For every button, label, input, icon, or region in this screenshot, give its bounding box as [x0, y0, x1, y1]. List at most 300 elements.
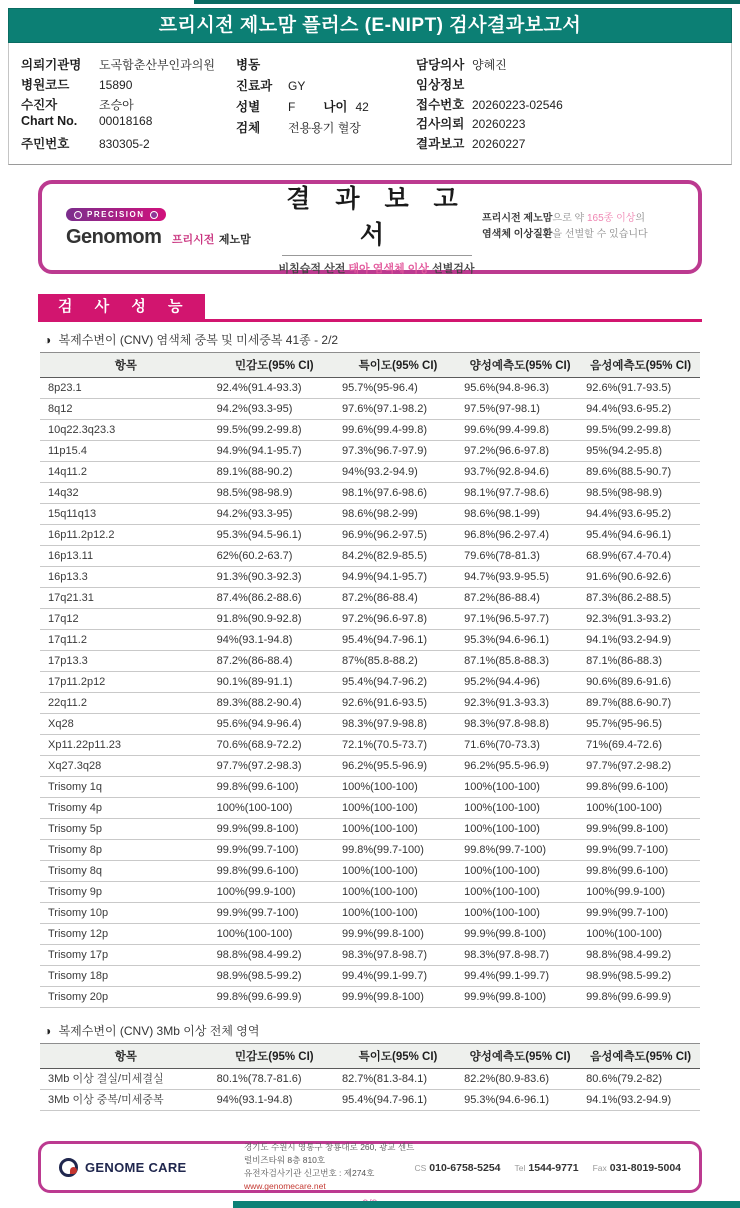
table-cell: 99.6%(99.4-99.8) — [337, 420, 459, 441]
patient-info-col2 — [236, 55, 416, 154]
table-row — [40, 735, 700, 756]
field-request-date — [416, 114, 731, 133]
table-cell: 99.9%(99.8-100) — [581, 819, 700, 840]
field-label: 검사의뢰 — [416, 117, 465, 132]
table-cell: 94.1%(93.2-94.9) — [581, 630, 700, 651]
table-cell: 87.2%(86-88.4) — [337, 588, 459, 609]
table-row — [40, 819, 700, 840]
field-value: 20260227 — [472, 137, 526, 152]
table-cell: 99.6%(99.4-99.8) — [459, 420, 581, 441]
table-cell: 90.1%(89-91.1) — [212, 672, 337, 693]
genomom-logo — [42, 206, 271, 249]
field-label: 수진자 — [21, 97, 58, 112]
table-cell: 95.6%(94.9-96.4) — [212, 714, 337, 735]
table-cell: 94%(93.2-94.9) — [337, 462, 459, 483]
table-cell: 96.2%(95.5-96.9) — [337, 756, 459, 777]
table-cell: 100%(100-100) — [459, 798, 581, 819]
brand-kr-dark: 제노맘 — [218, 233, 251, 246]
table-cell: Trisomy 10p — [40, 903, 212, 924]
brand-line — [66, 226, 271, 249]
table-cell: 16p13.11 — [40, 546, 212, 567]
table-cell: 94.4%(93.6-95.2) — [581, 399, 700, 420]
address-line2: 유전자검사기관 신고번호 : 제274호 — [244, 1168, 375, 1178]
table-cell: 99.5%(99.2-99.8) — [212, 420, 337, 441]
tel-number: 1544-9771 — [528, 1162, 579, 1174]
top-edge-strip — [194, 0, 740, 4]
table-cell: 8q12 — [40, 399, 212, 420]
fax-number: 031-8019-5004 — [609, 1162, 681, 1174]
table-cell: 91.6%(90.6-92.6) — [581, 567, 700, 588]
table-cell: 14q32 — [40, 483, 212, 504]
table-cell: 82.2%(80.9-83.6) — [459, 1069, 581, 1090]
table-cell: 99.9%(99.8-100) — [337, 924, 459, 945]
table-cell: 94.9%(94.1-95.7) — [212, 441, 337, 462]
table-cell: 16p13.3 — [40, 567, 212, 588]
table-cell: 87.1%(86-88.3) — [581, 651, 700, 672]
table-cell: 100%(100-100) — [212, 924, 337, 945]
table-cell: 97.5%(97-98.1) — [459, 399, 581, 420]
table-cell: Trisomy 9p — [40, 882, 212, 903]
table-row — [40, 756, 700, 777]
field-label: 병원코드 — [21, 77, 70, 92]
table-row — [40, 798, 700, 819]
cnv-3mb-table — [40, 1043, 700, 1111]
table-cell: 98.3%(97.8-98.7) — [459, 945, 581, 966]
table-cell: 97.7%(97.2-98.3) — [212, 756, 337, 777]
table-cell: 98.9%(98.5-99.2) — [581, 966, 700, 987]
badge-dot-icon — [150, 211, 158, 219]
table-row — [40, 462, 700, 483]
table-cell: 89.7%(88.6-90.7) — [581, 693, 700, 714]
report-note — [482, 211, 698, 244]
patient-info-col1 — [21, 55, 236, 154]
table-cell: 97.7%(97.2-98.2) — [581, 756, 700, 777]
table-cell: 92.6%(91.6-93.5) — [337, 693, 459, 714]
table-row — [40, 1069, 700, 1090]
table-cell: 16p11.2p12.2 — [40, 525, 212, 546]
table-row — [40, 525, 700, 546]
table-cell: 98.3%(97.8-98.7) — [337, 945, 459, 966]
report-subtitle — [271, 260, 482, 276]
table-row — [40, 420, 700, 441]
half-circle-icon: ◑ — [44, 333, 52, 347]
table-cell: 98.3%(97.9-98.8) — [337, 714, 459, 735]
precision-badge — [66, 208, 166, 221]
table-cell: 82.7%(81.3-84.1) — [337, 1069, 459, 1090]
table-cell: 87.2%(86-88.4) — [212, 651, 337, 672]
table-row — [40, 903, 700, 924]
table-cell: 22q11.2 — [40, 693, 212, 714]
table-cell: 92.4%(91.4-93.3) — [212, 378, 337, 399]
table-cell: 17q21.31 — [40, 588, 212, 609]
note-pink: 165종 이상 — [586, 212, 636, 224]
table-cell: 70.6%(68.9-72.2) — [212, 735, 337, 756]
table-row — [40, 588, 700, 609]
section-header — [38, 294, 702, 322]
page-title: 프리시전 제노맘 플러스 (E-NIPT) 검사결과보고서 — [8, 8, 732, 43]
caption-text: 복제수변이 (CNV) 3Mb 이상 전체 영역 — [58, 1024, 260, 1038]
table-cell: 98.3%(97.8-98.8) — [459, 714, 581, 735]
table-cell: 87.4%(86.2-88.6) — [212, 588, 337, 609]
table-cell: 98.6%(98.1-99) — [459, 504, 581, 525]
field-value: 42 — [355, 100, 369, 114]
col-header-ppv: 양성예측도(95% CI) — [459, 1044, 581, 1069]
table-cell: 87.2%(86-88.4) — [459, 588, 581, 609]
table-cell: 99.9%(99.7-100) — [212, 903, 337, 924]
table-cell: Trisomy 8q — [40, 861, 212, 882]
footer-address — [244, 1141, 414, 1194]
table-cell: 100%(99.9-100) — [581, 882, 700, 903]
table-row — [40, 672, 700, 693]
note-text1: 으로 약 — [552, 212, 587, 224]
field-doctor — [416, 55, 731, 74]
table-cell: 100%(100-100) — [337, 819, 459, 840]
col-header-sensitivity: 민감도(95% CI) — [212, 1044, 337, 1069]
table-cell: Trisomy 20p — [40, 987, 212, 1008]
table-cell: Xq28 — [40, 714, 212, 735]
table-cell: 97.1%(96.5-97.7) — [459, 609, 581, 630]
table-cell: 97.3%(96.7-97.9) — [337, 441, 459, 462]
table-cell: 98.5%(98-98.9) — [212, 483, 337, 504]
cs-label: CS — [414, 1163, 427, 1173]
table-cell: 87%(85.8-88.2) — [337, 651, 459, 672]
table-row — [40, 1090, 700, 1111]
col-header-ppv: 양성예측도(95% CI) — [459, 353, 581, 378]
footer — [38, 1141, 702, 1193]
badge-dot-icon — [74, 211, 82, 219]
table-cell: 3Mb 이상 중복/미세중복 — [40, 1090, 212, 1111]
table-cell: 95.3%(94.6-96.1) — [459, 630, 581, 651]
subtitle-post: 선별검사 — [428, 262, 475, 275]
table-row — [40, 441, 700, 462]
table-cell: 90.6%(89.6-91.6) — [581, 672, 700, 693]
table-cell: 95.7%(95-96.4) — [337, 378, 459, 399]
table-cell: Trisomy 1q — [40, 777, 212, 798]
col-header-specificity: 특이도(95% CI) — [337, 1044, 459, 1069]
table-cell: 80.1%(78.7-81.6) — [212, 1069, 337, 1090]
field-label: 성별 — [236, 100, 261, 114]
cs-number: 010-6758-5254 — [429, 1162, 501, 1174]
table-row — [40, 378, 700, 399]
field-patient-name — [21, 95, 236, 114]
tel-phone — [515, 1158, 579, 1176]
table-row — [40, 504, 700, 525]
table-cell: 94.2%(93.3-95) — [212, 399, 337, 420]
table-cell: 95.4%(94.7-96.2) — [337, 672, 459, 693]
table-cell: 98.1%(97.6-98.6) — [337, 483, 459, 504]
title-divider — [282, 255, 472, 256]
table-row — [40, 882, 700, 903]
field-label: 나이 — [323, 100, 348, 114]
table-cell: 97.6%(97.1-98.2) — [337, 399, 459, 420]
table-cell: 95.4%(94.7-96.1) — [337, 630, 459, 651]
table-cell: 98.1%(97.7-98.6) — [459, 483, 581, 504]
table-cell: 80.6%(79.2-82) — [581, 1069, 700, 1090]
table-cell: 99.9%(99.8-100) — [459, 987, 581, 1008]
patient-info-panel — [8, 43, 732, 165]
table-cell: 96.2%(95.5-96.9) — [459, 756, 581, 777]
table-cell: 99.8%(99.6-99.9) — [212, 987, 337, 1008]
table-cell: Xp11.22p11.23 — [40, 735, 212, 756]
cs-phone — [414, 1158, 500, 1176]
col-header-npv: 음성예측도(95% CI) — [581, 353, 700, 378]
table-cell: 89.6%(88.5-90.7) — [581, 462, 700, 483]
table-cell: Xq27.3q28 — [40, 756, 212, 777]
table-cell: 95%(94.2-95.8) — [581, 441, 700, 462]
table-row — [40, 630, 700, 651]
table-row — [40, 546, 700, 567]
field-value: 20260223-02546 — [472, 97, 563, 112]
table-row — [40, 567, 700, 588]
table-cell: 99.4%(99.1-99.7) — [459, 966, 581, 987]
table-cell: 95.4%(94.7-96.1) — [337, 1090, 459, 1111]
table-cell: 91.3%(90.3-92.3) — [212, 567, 337, 588]
field-value: F — [288, 100, 296, 114]
table-cell: 100%(100-100) — [459, 819, 581, 840]
table-cell: 95.4%(94.6-96.1) — [581, 525, 700, 546]
field-value: 830305-2 — [99, 137, 150, 152]
table-row — [40, 777, 700, 798]
note-text3: 을 선별할 수 있습니다 — [552, 229, 648, 240]
table-cell: Trisomy 5p — [40, 819, 212, 840]
table-cell: 92.3%(91.3-93.3) — [459, 693, 581, 714]
field-label: 병동 — [236, 58, 261, 72]
fax-phone — [593, 1158, 681, 1176]
table-cell: Trisomy 8p — [40, 840, 212, 861]
table-cell: 100%(100-100) — [459, 777, 581, 798]
table-cell: 94.4%(93.6-95.2) — [581, 504, 700, 525]
field-report-date — [416, 134, 731, 153]
field-label: 의뢰기관명 — [21, 58, 82, 72]
table-cell: 89.3%(88.2-90.4) — [212, 693, 337, 714]
table-cell: Trisomy 4p — [40, 798, 212, 819]
field-label: 주민번호 — [21, 137, 70, 152]
table-cell: 95.2%(94.4-96) — [459, 672, 581, 693]
patient-info-col3 — [416, 55, 731, 154]
table-row — [40, 651, 700, 672]
table-cell: 84.2%(82.9-85.5) — [337, 546, 459, 567]
caption-text: 복제수변이 (CNV) 염색체 중복 및 미세중복 41종 - 2/2 — [58, 333, 339, 347]
fax-label: Fax — [592, 1163, 607, 1173]
table-cell: 100%(100-100) — [459, 903, 581, 924]
report-title: 결 과 보 고 서 — [286, 184, 467, 249]
table-cell: 100%(100-100) — [581, 798, 700, 819]
table-cell: 94.2%(93.3-95) — [212, 504, 337, 525]
table-row — [40, 924, 700, 945]
table-cell: 98.6%(98.2-99) — [337, 504, 459, 525]
table-cell: 100%(100-100) — [459, 882, 581, 903]
table-cell: 99.9%(99.7-100) — [581, 840, 700, 861]
field-value: 도곡함춘산부인과의원 — [99, 58, 215, 72]
table-cell: 99.8%(99.6-100) — [212, 861, 337, 882]
field-value: 00018168 — [99, 114, 153, 129]
table-row — [40, 987, 700, 1008]
field-label: 결과보고 — [416, 137, 465, 152]
col-header-item: 항목 — [40, 1044, 212, 1069]
field-value: 15890 — [99, 77, 133, 92]
table-row — [40, 840, 700, 861]
bottom-edge-strip — [233, 1201, 740, 1208]
genome-care-logo-icon — [59, 1158, 78, 1177]
subtitle-highlight: 태아 염색체 이상 — [348, 262, 429, 275]
field-hospital-name — [21, 55, 236, 74]
table-cell: 99.9%(99.8-100) — [212, 819, 337, 840]
table-header-row — [40, 1044, 700, 1069]
genome-care-logo — [59, 1158, 244, 1177]
table-cell: 89.1%(88-90.2) — [212, 462, 337, 483]
table-cell: 99.8%(99.6-100) — [212, 777, 337, 798]
table-cell: 17q11.2 — [40, 630, 212, 651]
brand-kr-pink: 프리시전 — [171, 233, 215, 246]
table-cell: 99.5%(99.2-99.8) — [581, 420, 700, 441]
table-cell: 99.8%(99.7-100) — [337, 840, 459, 861]
field-sex-age — [236, 97, 416, 117]
table-cell: 71%(69.4-72.6) — [581, 735, 700, 756]
table-cell: 71.6%(70-73.3) — [459, 735, 581, 756]
table-cell: 97.2%(96.6-97.8) — [459, 441, 581, 462]
table-header-row — [40, 353, 700, 378]
col-header-specificity: 특이도(95% CI) — [337, 353, 459, 378]
table-cell: 14q11.2 — [40, 462, 212, 483]
field-label: 진료과 — [236, 79, 273, 93]
field-value: 20260223 — [472, 117, 526, 132]
table-cell: 97.2%(96.6-97.8) — [337, 609, 459, 630]
website-link: www.genomecare.net — [244, 1181, 326, 1192]
table-cell: 94.7%(93.9-95.5) — [459, 567, 581, 588]
col-header-item: 항목 — [40, 353, 212, 378]
note-text2: 의 — [635, 212, 646, 224]
field-label: 담당의사 — [416, 58, 465, 72]
table-cell: 96.8%(96.2-97.4) — [459, 525, 581, 546]
table-cell: 92.3%(91.3-93.2) — [581, 609, 700, 630]
field-hospital-code — [21, 75, 236, 94]
table-cell: 62%(60.2-63.7) — [212, 546, 337, 567]
table-cell: 99.9%(99.8-100) — [337, 987, 459, 1008]
table-cell: 8p23.1 — [40, 378, 212, 399]
table-cell: 100%(100-100) — [459, 861, 581, 882]
table-cell: Trisomy 17p — [40, 945, 212, 966]
table-row — [40, 861, 700, 882]
table-cell: 98.5%(98-98.9) — [581, 483, 700, 504]
table-cell: 98.9%(98.5-99.2) — [212, 966, 337, 987]
table-cell: 94.1%(93.2-94.9) — [581, 1090, 700, 1111]
table-cell: 94%(93.1-94.8) — [212, 630, 337, 651]
table-row — [40, 714, 700, 735]
table-cell: 95.6%(94.8-96.3) — [459, 378, 581, 399]
table-cell: 98.8%(98.4-99.2) — [212, 945, 337, 966]
half-circle-icon: ◑ — [44, 1024, 52, 1038]
table-cell: 100%(100-100) — [337, 903, 459, 924]
field-value: 양혜진 — [472, 58, 507, 72]
table-cell: 99.8%(99.6-100) — [581, 861, 700, 882]
table-cell: 87.3%(86.2-88.5) — [581, 588, 700, 609]
table-cell: 99.8%(99.6-100) — [581, 777, 700, 798]
table-row — [40, 609, 700, 630]
table-cell: 17q12 — [40, 609, 212, 630]
table-row — [40, 966, 700, 987]
table-cell: 17p11.2p12 — [40, 672, 212, 693]
table-cell: 99.4%(99.1-99.7) — [337, 966, 459, 987]
table-cell: 91.8%(90.9-92.8) — [212, 609, 337, 630]
field-label: 임상정보 — [416, 77, 465, 92]
field-clinical-info — [416, 75, 731, 94]
table-cell: 11p15.4 — [40, 441, 212, 462]
table-cell: 94.9%(94.1-95.7) — [337, 567, 459, 588]
table-cell: 99.9%(99.8-100) — [459, 924, 581, 945]
table-cell: 100%(100-100) — [337, 882, 459, 903]
table1-caption — [44, 331, 700, 348]
col-header-npv: 음성예측도(95% CI) — [581, 1044, 700, 1069]
table2-caption — [44, 1022, 700, 1039]
table-cell: 100%(100-100) — [337, 798, 459, 819]
field-chart-no — [21, 114, 236, 133]
table-cell: 3Mb 이상 결실/미세결실 — [40, 1069, 212, 1090]
field-value: GY — [288, 79, 306, 93]
result-report-header-box — [38, 180, 702, 274]
table-cell: 100%(100-100) — [212, 798, 337, 819]
footer-contacts — [414, 1158, 681, 1176]
table-cell: 95.3%(94.6-96.1) — [459, 1090, 581, 1111]
table-row — [40, 945, 700, 966]
table-cell: 98.8%(98.4-99.2) — [581, 945, 700, 966]
table-cell: Trisomy 12p — [40, 924, 212, 945]
field-value: 조승아 — [99, 97, 134, 112]
field-receipt-no — [416, 95, 731, 114]
table-cell: 68.9%(67.4-70.4) — [581, 546, 700, 567]
col-header-sensitivity: 민감도(95% CI) — [212, 353, 337, 378]
table-cell: 72.1%(70.5-73.7) — [337, 735, 459, 756]
table-cell: 17p13.3 — [40, 651, 212, 672]
field-value: 전용용기 혈장 — [288, 121, 361, 135]
field-label: 접수번호 — [416, 97, 465, 112]
table-cell: Trisomy 18p — [40, 966, 212, 987]
subtitle-pre: 비침습적 산전 — [278, 262, 349, 275]
note-bold1: 프리시전 제노맘 — [482, 212, 553, 224]
badge-label: PRECISION — [87, 210, 145, 219]
table-cell: 96.9%(96.2-97.5) — [337, 525, 459, 546]
report-title-block — [271, 179, 482, 276]
table-cell: 95.7%(95-96.5) — [581, 714, 700, 735]
table-cell: 95.3%(94.5-96.1) — [212, 525, 337, 546]
footer-brand: GENOME CARE — [85, 1159, 187, 1175]
table-cell: 10q22.3q23.3 — [40, 420, 212, 441]
table-cell: 92.6%(91.7-93.5) — [581, 378, 700, 399]
field-label: 검체 — [236, 121, 261, 135]
table-cell: 93.7%(92.8-94.6) — [459, 462, 581, 483]
brand-name: Genomom — [66, 225, 162, 248]
table-row — [40, 399, 700, 420]
field-ward — [236, 55, 416, 75]
table-cell: 100%(99.9-100) — [212, 882, 337, 903]
address-line1: 경기도 수원시 영통구 창룡대로 260, 광교 센트럴비즈타워 8층 810호 — [244, 1141, 415, 1165]
table-cell: 99.8%(99.7-100) — [459, 840, 581, 861]
section-title: 검 사 성 능 — [38, 294, 205, 319]
table-cell: 100%(100-100) — [337, 777, 459, 798]
table-cell: 94%(93.1-94.8) — [212, 1090, 337, 1111]
field-department — [236, 76, 416, 96]
field-specimen — [236, 118, 416, 138]
cnv-performance-table — [40, 352, 700, 1008]
table-cell: 100%(100-100) — [337, 861, 459, 882]
tel-label: Tel — [514, 1163, 526, 1173]
note-bold2: 염색체 이상질환 — [482, 229, 553, 240]
table-cell: 15q11q13 — [40, 504, 212, 525]
field-resident-id — [21, 134, 236, 153]
table-row — [40, 483, 700, 504]
table-row — [40, 693, 700, 714]
table-cell: 99.9%(99.7-100) — [581, 903, 700, 924]
table-cell: 87.1%(85.8-88.3) — [459, 651, 581, 672]
